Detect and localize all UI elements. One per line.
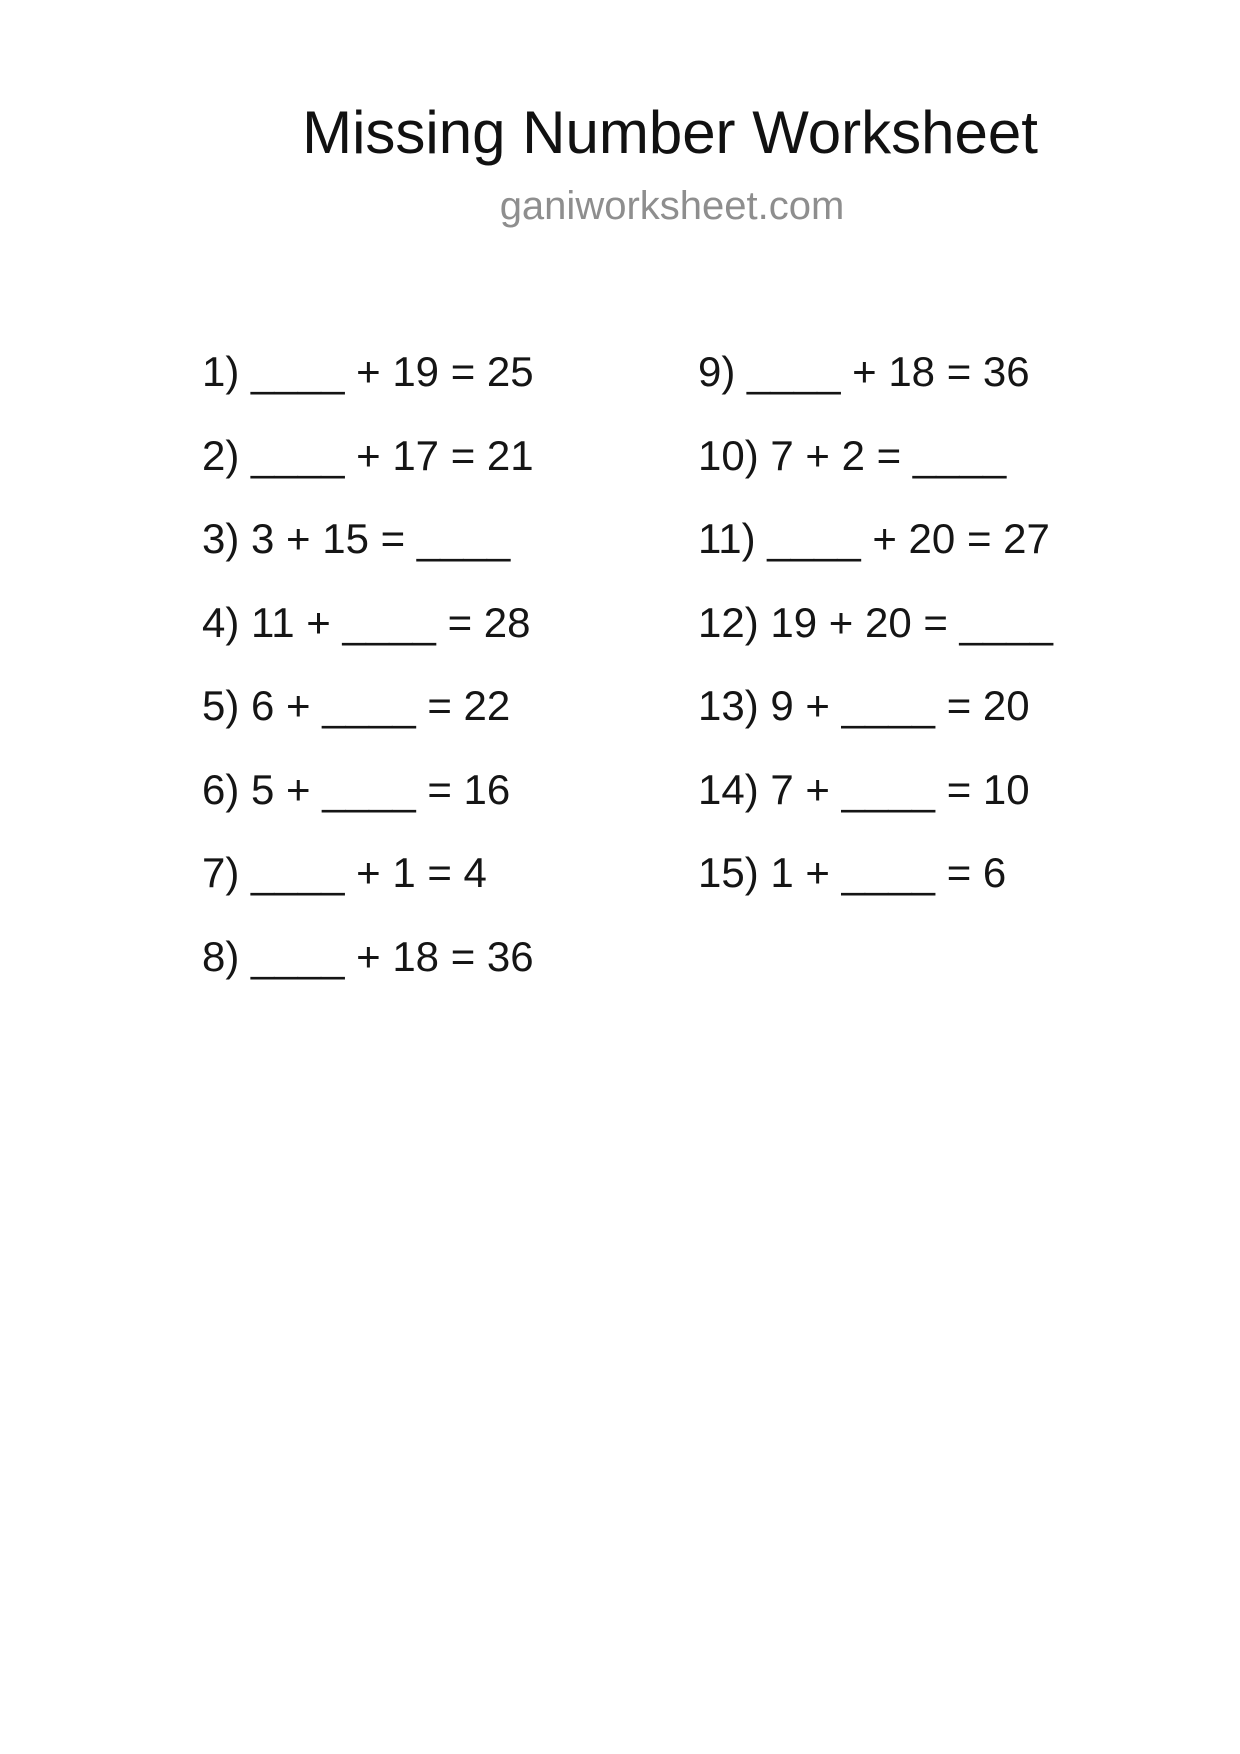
- problem-11: 11) ____ + 20 = 27: [698, 515, 1050, 562]
- problem-7: 7) ____ + 1 = 4: [202, 849, 487, 896]
- problem-5: 5) 6 + ____ = 22: [202, 682, 511, 729]
- page-title: Missing Number Worksheet: [302, 99, 1038, 166]
- problem-9: 9) ____ + 18 = 36: [698, 348, 1030, 395]
- problem-4: 4) 11 + ____ = 28: [202, 599, 531, 646]
- problem-12: 12) 19 + 20 = ____: [698, 599, 1053, 646]
- problem-3: 3) 3 + 15 = ____: [202, 515, 511, 562]
- site-name: ganiworksheet.com: [499, 184, 845, 228]
- problem-15: 15) 1 + ____ = 6: [698, 849, 1007, 896]
- problem-13: 13) 9 + ____ = 20: [698, 682, 1030, 729]
- problem-10: 10) 7 + 2 = ____: [698, 432, 1007, 479]
- problem-2: 2) ____ + 17 = 21: [202, 432, 534, 479]
- problem-1: 1) ____ + 19 = 25: [202, 348, 534, 395]
- problem-8: 8) ____ + 18 = 36: [202, 933, 534, 980]
- problem-14: 14) 7 + ____ = 10: [698, 766, 1030, 813]
- problem-6: 6) 5 + ____ = 16: [202, 766, 511, 813]
